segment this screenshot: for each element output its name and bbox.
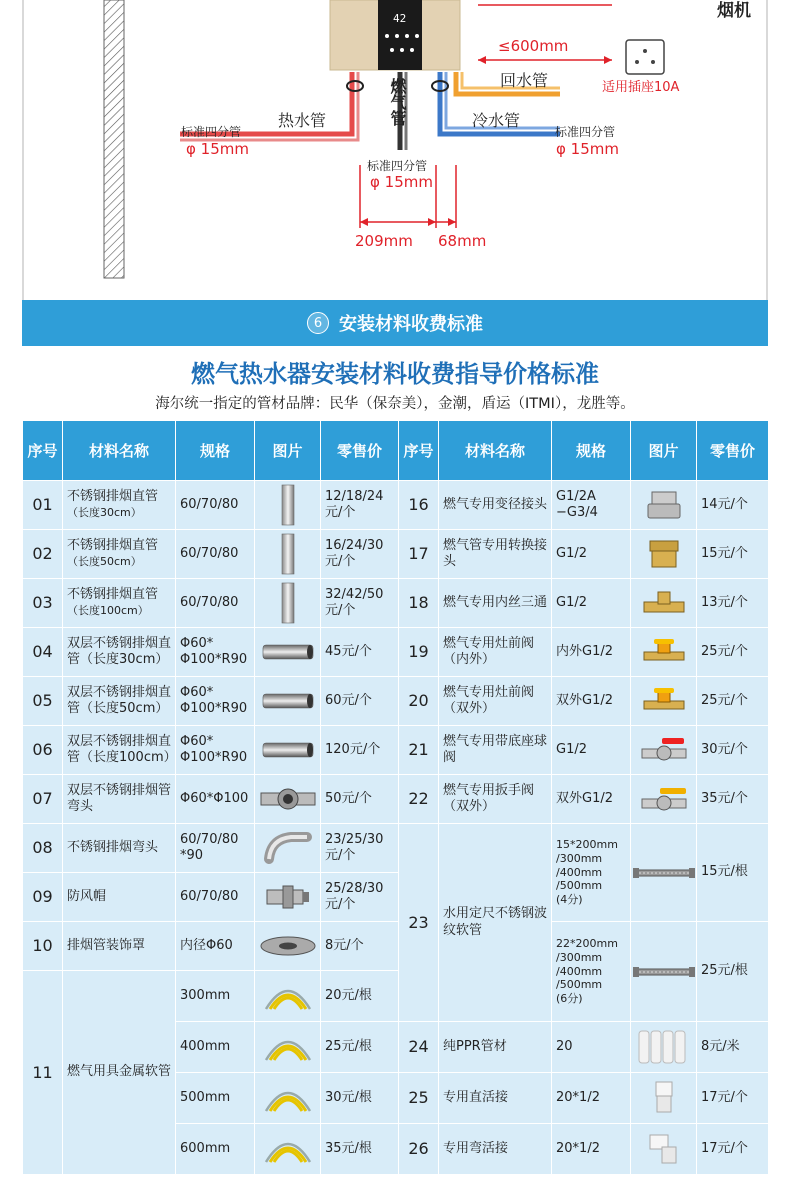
retail-price: 30元/个	[697, 726, 769, 775]
header-cell: 材料名称	[439, 421, 552, 481]
spec-note: (4分)	[556, 893, 583, 907]
row-number: 19	[399, 628, 439, 677]
right-pipe-diameter: φ 15mm	[556, 140, 619, 158]
retail-price: 35元/根	[321, 1124, 399, 1175]
spec: 60/70/80	[176, 873, 255, 922]
spec: Φ60* Φ100*R90	[176, 726, 255, 775]
retail-price: 15元/根	[697, 824, 769, 922]
spec: G1/2	[552, 579, 631, 628]
wall-hatch	[104, 0, 124, 278]
material-name	[63, 677, 176, 726]
retail-price: 60元/个	[321, 677, 399, 726]
retail-price: 50元/个	[321, 775, 399, 824]
retail-price: 25/28/30元/个	[321, 873, 399, 922]
right-pipe-spec: 标准四分管	[555, 125, 616, 139]
material-name-text: 双层不锈钢排烟直管（长度100cm）	[67, 733, 177, 765]
material-name-text: 双层不锈钢排烟管弯头	[67, 782, 172, 814]
page-title: 燃气热水器安装材料收费指导价格标准	[191, 360, 599, 388]
row-number: 07	[23, 775, 63, 824]
row-number: 20	[399, 677, 439, 726]
straight-pipe-icon	[255, 579, 321, 628]
retail-price: 25元/个	[697, 677, 769, 726]
left-pipe-spec: 标准四分管	[181, 125, 242, 139]
spec: 500mm	[176, 1073, 255, 1124]
double-pipe-icon	[255, 677, 321, 726]
spec-note: (6分)	[556, 992, 583, 1006]
installation-diagram	[0, 0, 790, 300]
spec: 300mm	[176, 971, 255, 1022]
row-number: 05	[23, 677, 63, 726]
hot-water-label: 热水管	[278, 111, 327, 130]
table-row	[23, 824, 769, 873]
spec: 60/70/80	[176, 579, 255, 628]
spec: 60/70/80	[176, 530, 255, 579]
material-name: 专用直活接	[439, 1073, 552, 1124]
double-elbow-icon	[255, 775, 321, 824]
row-number: 10	[23, 922, 63, 971]
retail-price: 35元/个	[697, 775, 769, 824]
straight-union-icon	[631, 1073, 697, 1124]
elbow-icon	[255, 824, 321, 873]
row-number: 21	[399, 726, 439, 775]
ppr-pipe-icon	[631, 1022, 697, 1073]
row-number: 16	[399, 481, 439, 530]
table-row	[23, 481, 769, 530]
center-pipe-diameter: φ 15mm	[370, 173, 433, 191]
gas-hose-icon	[255, 1073, 321, 1124]
material-subname: （长度30cm）	[67, 506, 142, 519]
valve-icon	[631, 677, 697, 726]
row-number: 22	[399, 775, 439, 824]
header-cell: 序号	[23, 421, 63, 481]
spec-text: 15*200mm /300mm /400mm /500mm	[556, 838, 618, 893]
retail-price: 45元/个	[321, 628, 399, 677]
retail-price: 17元/个	[697, 1124, 769, 1175]
material-name-text: 不锈钢排烟直管	[67, 537, 159, 553]
row-number: 18	[399, 579, 439, 628]
header-cell: 规格	[552, 421, 631, 481]
spec: 双外G1/2	[552, 677, 631, 726]
corrugated-hose-icon	[631, 824, 697, 922]
material-name: 水用定尺不锈钢波纹软管	[439, 824, 552, 1022]
dimension-right: 68mm	[438, 232, 487, 250]
spec: 内外G1/2	[552, 628, 631, 677]
gas-hose-icon	[255, 1022, 321, 1073]
row-number: 23	[399, 824, 439, 1022]
ball-valve-icon	[631, 726, 697, 775]
row-number: 04	[23, 628, 63, 677]
material-name-text: 不锈钢排烟直管	[67, 586, 159, 602]
dimension-left: 209mm	[355, 232, 413, 250]
cold-water-label: 冷水管	[472, 111, 521, 130]
material-name: 燃气专用扳手阀（双外）	[439, 775, 552, 824]
retail-price: 12/18/24元/个	[321, 481, 399, 530]
material-name	[63, 628, 176, 677]
table-row	[23, 579, 769, 628]
gas-hose-icon	[255, 1124, 321, 1175]
section-title: 安装材料收费标准	[339, 314, 483, 335]
material-subname: （长度50cm）	[67, 555, 142, 568]
straight-pipe-icon	[255, 530, 321, 579]
table-row	[23, 922, 769, 971]
material-name-text: 防风帽	[67, 888, 107, 904]
svg-text:42: 42	[393, 12, 407, 25]
adapter-icon	[631, 530, 697, 579]
corrugated-hose-icon	[631, 922, 697, 1022]
spec: 60/70/80 *90	[176, 824, 255, 873]
retail-price: 16/24/30元/个	[321, 530, 399, 579]
table-row	[23, 677, 769, 726]
spec: 20	[552, 1022, 631, 1073]
material-name-text: 双层不锈钢排烟直管（长度30cm）	[67, 635, 172, 667]
material-name	[63, 726, 176, 775]
reducer-icon	[631, 481, 697, 530]
tee-icon	[631, 579, 697, 628]
retail-price: 14元/个	[697, 481, 769, 530]
table-header-row	[23, 421, 769, 481]
material-name: 燃气专用内丝三通	[439, 579, 552, 628]
retail-price: 32/42/50元/个	[321, 579, 399, 628]
section-header	[22, 300, 768, 346]
spec: Φ60* Φ100*R90	[176, 628, 255, 677]
center-pipe-spec: 标准四分管	[367, 159, 428, 173]
material-name-text: 不锈钢排烟弯头	[67, 839, 159, 855]
material-name-text: 双层不锈钢排烟直管（长度50cm）	[67, 684, 172, 716]
row-number: 26	[399, 1124, 439, 1175]
material-name: 燃气专用变径接头	[439, 481, 552, 530]
elbow-union-icon	[631, 1124, 697, 1175]
straight-pipe-icon	[255, 481, 321, 530]
price-table	[22, 420, 769, 1175]
retail-price: 30元/根	[321, 1073, 399, 1124]
spec: 20*1/2	[552, 1073, 631, 1124]
spec: G1/2	[552, 726, 631, 775]
material-name	[63, 824, 176, 873]
spec: 内径Φ60	[176, 922, 255, 971]
header-cell: 序号	[399, 421, 439, 481]
spec-text: 22*200mm /300mm /400mm /500mm	[556, 937, 618, 992]
table-row	[23, 726, 769, 775]
socket-label: 适用插座10A	[602, 80, 680, 95]
row-number: 02	[23, 530, 63, 579]
header-cell: 零售价	[697, 421, 769, 481]
gas-pipe-label: 燃气管	[388, 78, 407, 126]
material-subname: （长度100cm）	[67, 604, 149, 617]
spec: G1/2A −G3/4	[552, 481, 631, 530]
spec: 60/70/80	[176, 481, 255, 530]
header-cell: 规格	[176, 421, 255, 481]
brand-note: 海尔统一指定的管材品牌：民华（保奈美），金潮，盾运（ITMI），龙胜等。	[155, 396, 635, 412]
retail-price: 17元/个	[697, 1073, 769, 1124]
spec: 400mm	[176, 1022, 255, 1073]
material-name: 纯PPR管材	[439, 1022, 552, 1073]
spec	[552, 824, 631, 922]
material-name-text: 排烟管装饰罩	[67, 937, 146, 953]
retail-price: 120元/个	[321, 726, 399, 775]
material-name-text: 不锈钢排烟直管	[67, 488, 159, 504]
material-name	[63, 530, 176, 579]
table-row	[23, 775, 769, 824]
range-hood-label: 烟机	[717, 1, 751, 21]
spec: 600mm	[176, 1124, 255, 1175]
cover-ring-icon	[255, 922, 321, 971]
valve-icon	[631, 628, 697, 677]
spec: Φ60*Φ100	[176, 775, 255, 824]
table-row	[23, 628, 769, 677]
material-name: 燃气专用带底座球阀	[439, 726, 552, 775]
spec: Φ60* Φ100*R90	[176, 677, 255, 726]
retail-price: 25元/根	[321, 1022, 399, 1073]
spec: 20*1/2	[552, 1124, 631, 1175]
double-pipe-icon	[255, 726, 321, 775]
spec	[552, 922, 631, 1022]
spec: 双外G1/2	[552, 775, 631, 824]
spec: G1/2	[552, 530, 631, 579]
material-name: 专用弯活接	[439, 1124, 552, 1175]
row-number: 11	[23, 971, 63, 1175]
material-name	[63, 481, 176, 530]
wind-cap-icon	[255, 873, 321, 922]
material-name: 燃气用具金属软管	[63, 971, 176, 1175]
left-pipe-diameter: φ 15mm	[186, 140, 249, 158]
row-number: 24	[399, 1022, 439, 1073]
retail-price: 25元/个	[697, 628, 769, 677]
gas-hose-icon	[255, 971, 321, 1022]
double-pipe-icon	[255, 628, 321, 677]
socket-icon	[626, 40, 664, 74]
row-number: 01	[23, 481, 63, 530]
row-number: 09	[23, 873, 63, 922]
row-number: 03	[23, 579, 63, 628]
retail-price: 13元/个	[697, 579, 769, 628]
material-name	[63, 873, 176, 922]
retail-price: 15元/个	[697, 530, 769, 579]
material-name	[63, 579, 176, 628]
material-name	[63, 922, 176, 971]
row-number: 08	[23, 824, 63, 873]
socket-distance-label: ≤600mm	[498, 37, 569, 55]
section-number-badge: 6	[307, 312, 329, 334]
header-cell: 材料名称	[63, 421, 176, 481]
row-number: 06	[23, 726, 63, 775]
retail-price: 23/25/30元/个	[321, 824, 399, 873]
return-water-label: 回水管	[500, 71, 549, 90]
retail-price: 20元/根	[321, 971, 399, 1022]
row-number: 25	[399, 1073, 439, 1124]
lever-valve-icon	[631, 775, 697, 824]
header-cell: 图片	[631, 421, 697, 481]
material-name: 燃气管专用转换接头	[439, 530, 552, 579]
retail-price: 25元/根	[697, 922, 769, 1022]
retail-price: 8元/米	[697, 1022, 769, 1073]
diagram-drawing	[0, 0, 790, 300]
table-row	[23, 530, 769, 579]
row-number: 17	[399, 530, 439, 579]
retail-price: 8元/个	[321, 922, 399, 971]
header-cell: 图片	[255, 421, 321, 481]
material-name	[63, 775, 176, 824]
material-name: 燃气专用灶前阀（内外）	[439, 628, 552, 677]
material-name: 燃气专用灶前阀（双外）	[439, 677, 552, 726]
header-cell: 零售价	[321, 421, 399, 481]
